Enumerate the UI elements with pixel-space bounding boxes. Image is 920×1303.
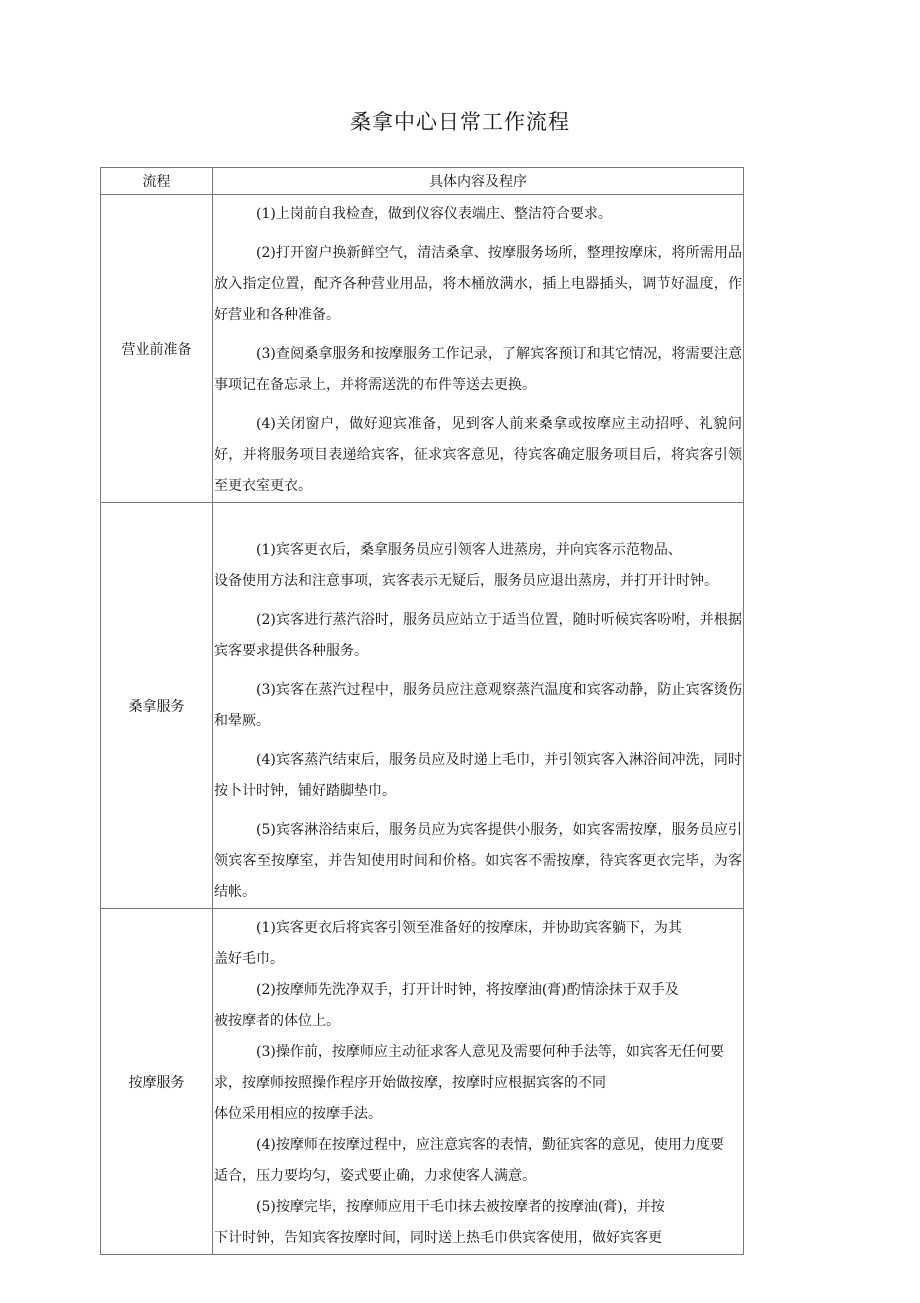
step-line: (1)宾客更衣后将宾客引领至准备好的按摩床，并协助宾客躺下，为其 <box>256 920 682 936</box>
step-line: 适合，压力要均匀，姿式要止确，力求使客人满意。 <box>214 1168 536 1184</box>
step-line: 体位采用相应的按摩手法。 <box>214 1106 382 1122</box>
content-cell <box>213 909 744 1255</box>
document-title: 桑拿中心日常工作流程 <box>350 110 570 134</box>
table-row <box>101 503 744 909</box>
step-line: (1)宾客更衣后，桑拿服务员应引领客人进蒸房，并向宾客示范物品、 <box>256 542 682 558</box>
header-content: 具体内容及程序 <box>213 168 744 195</box>
step-line: (4)按摩师在按摩过程中，应注意宾客的表情，勤征宾客的意见，使用力度要 <box>256 1137 724 1153</box>
step-line: 求，按摩师按照操作程序开始做按摩，按摩时应根据宾客的不同 <box>214 1075 606 1091</box>
stage-cell: 桑拿服务 <box>101 503 213 909</box>
step-paragraph: (3)查阅桑拿服务和按摩服务工作记录，了解宾客预订和其它情况，将需要注意事项记在备忘录上，并将需送洗的布件等送去更换。 <box>214 346 742 393</box>
step-line: (2)按摩师先洗净双手，打开计时钟，将按摩油(膏)酌情涂抹于双手及 <box>256 982 679 998</box>
step-paragraph: (4)宾客蒸汽结束后，服务员应及时递上毛巾，并引领宾客入淋浴间冲洗，同时按卜计时钟，铺好踏脚垫巾。 <box>214 752 742 799</box>
step-paragraph: (2)宾客进行蒸汽浴时，服务员应站立于适当位置，随时听候宾客吩咐，并根据宾客要求提供各种服务。 <box>214 612 742 659</box>
step-line: 下计时钟，告知宾客按摩时间，同时送上热毛巾供宾客使用，做好宾客更 <box>214 1230 662 1246</box>
step-line: (3)操作前，按摩师应主动征求客人意见及需要何种手法等，如宾客无任何要 <box>256 1044 724 1060</box>
content-cell <box>213 195 744 503</box>
step-paragraph: (5)宾客淋浴结束后，服务员应为宾客提供小服务，如宾客需按摩，服务员应引领宾客至按摩室，并告知使用时间和价格。如宾客不需按摩，待宾客更衣完毕，为客结帐。 <box>214 822 742 900</box>
step-line: (5)按摩完毕，按摩师应用干毛巾抹去被按摩者的按摩油(膏)，并按 <box>256 1199 665 1215</box>
table-row <box>101 195 744 503</box>
workflow-table <box>100 167 744 1255</box>
table-header-row <box>101 168 744 195</box>
content-cell <box>213 503 744 909</box>
step-paragraph: (3)宾客在蒸汽过程中，服务员应注意观察蒸汽温度和宾客动静，防止宾客烫伤和晕厥。 <box>214 682 742 729</box>
stage-cell: 营业前准备 <box>101 195 213 503</box>
step-line: 被按摩者的体位上。 <box>214 1013 340 1029</box>
stage-cell: 按摩服务 <box>101 909 213 1255</box>
header-stage: 流程 <box>101 168 213 195</box>
step-paragraph: (2)打开窗户换新鲜空气，清洁桑拿、按摩服务场所，整理按摩床，将所需用品放入指定位置，配齐各种营业用品，将木桶放满水，插上电器插头，调节好温度，作好营业和各种准备。 <box>214 245 742 323</box>
table-row <box>101 909 744 1255</box>
step-paragraph: (4)关闭窗户，做好迎宾准备，见到客人前来桑拿或按摩应主动招呼、礼貌问好，并将服务项目表递给宾客，征求宾客意见，待宾客确定服务项目后，将宾客引领至更衣室更衣。 <box>214 416 742 494</box>
step-line: 设备使用方法和注意事项，宾客表示无疑后，服务员应退出蒸房，并打开计时钟。 <box>214 573 718 589</box>
step-paragraph: (1)上岗前自我检查，做到仪容仪表端庄、整洁符合要求。 <box>256 206 612 222</box>
step-line: 盖好毛巾。 <box>214 951 284 967</box>
